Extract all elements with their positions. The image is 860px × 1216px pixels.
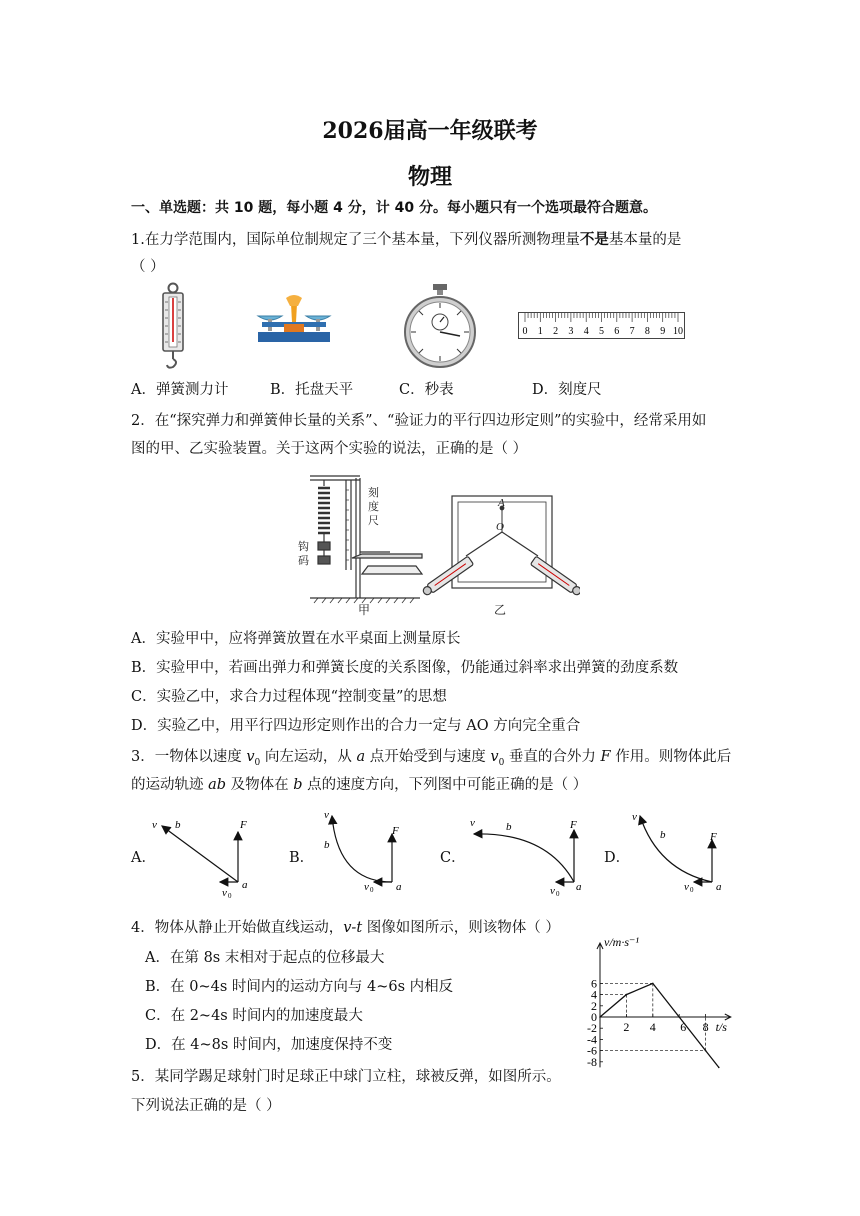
ruler-tick-label: 3 xyxy=(568,326,574,337)
label-v0: v xyxy=(222,887,227,898)
weight-label-1: 钩 xyxy=(298,541,309,553)
tray-balance-image xyxy=(254,294,334,348)
vt-x-tick-label: 8 xyxy=(702,1020,709,1034)
apparatus-yi xyxy=(421,496,580,597)
label-v: v xyxy=(152,819,157,831)
label-v0-sub: 0 xyxy=(228,892,232,898)
weight-label-2: 码 xyxy=(298,555,309,567)
q3-v0-sub: 0 xyxy=(254,757,261,768)
q4-option-c[interactable]: C．在 2~4s 时间内的加速度最大 xyxy=(145,1008,363,1024)
q3-text: 点的速度方向，下列图中可能正确的是（ ） xyxy=(302,777,588,793)
label-b: b xyxy=(660,829,666,841)
q4-stem xyxy=(131,916,560,937)
exam-title: 2026届高一年级联考 xyxy=(322,118,538,144)
ruler-tick-label: 4 xyxy=(583,326,589,337)
q3-figure-b xyxy=(318,804,418,896)
q3-text: 的运动轨迹 xyxy=(131,777,209,793)
ruler-tick-label: 1 xyxy=(537,326,543,337)
q1-option-a[interactable]: A．弹簧测力计 xyxy=(131,382,229,398)
vt-y-tick-label: -6 xyxy=(587,1043,597,1058)
q3-text: 垂直的合外力 xyxy=(504,749,601,765)
ruler-tick-label: 9 xyxy=(660,326,666,337)
label-a: a xyxy=(576,881,582,893)
label-f: F xyxy=(710,831,717,843)
q3-figure-c xyxy=(466,812,584,898)
label-jia: 甲 xyxy=(358,603,371,617)
ruler-tick-label: 7 xyxy=(629,326,635,337)
q2-option-d[interactable]: D．实验乙中，用平行四边形定则作出的合力一定与 AO 方向完全重合 xyxy=(131,718,581,734)
label-v0: v xyxy=(550,885,555,897)
label-v0-sub: 0 xyxy=(690,886,694,894)
ruler-tick-label: 0 xyxy=(522,326,528,337)
vt-data-point xyxy=(718,1067,720,1069)
label-v0-sub: 0 xyxy=(556,890,560,898)
label-b: b xyxy=(324,839,330,851)
ruler-tick-label: 6 xyxy=(614,326,620,337)
label-v0-sub: 0 xyxy=(370,886,374,894)
q2-apparatus-figure xyxy=(290,470,580,620)
q3-text: 3．一物体以速度 xyxy=(131,749,247,765)
vt-y-tick-label: 6 xyxy=(591,976,597,991)
point-o-label: O xyxy=(496,521,504,533)
q3-force-f: F xyxy=(600,749,611,765)
apparatus-jia xyxy=(310,476,422,603)
q1-stem-part: 1.在力学范围内，国际单位制规定了三个基本量，下列仪器所测物理量 xyxy=(131,232,580,248)
ruler-image xyxy=(518,312,686,340)
vt-data-point xyxy=(678,1016,680,1018)
q3-v0: v xyxy=(490,749,499,765)
q3-text: 点开始受到与速度 xyxy=(365,749,491,765)
label-a: a xyxy=(716,881,722,893)
vt-y-tick-label: -8 xyxy=(587,1054,597,1069)
ruler-tick-label: 2 xyxy=(553,326,559,337)
vt-data-point xyxy=(705,1050,707,1052)
section-heading: 一、单选题：共 10 题，每小题 4 分，计 40 分。每小题只有一个选项最符合题意。 xyxy=(131,200,657,216)
vt-y-tick-label: -2 xyxy=(587,1021,597,1036)
label-b: b xyxy=(175,819,181,831)
q5-stem-line2: 下列说法正确的是（ ） xyxy=(131,1098,281,1114)
ruler-tick-label: 5 xyxy=(599,326,604,337)
subject-title: 物理 xyxy=(407,164,452,190)
vt-xlabel: t/s xyxy=(715,1020,727,1034)
vt-y-tick-label: 4 xyxy=(591,987,597,1002)
label-v: v xyxy=(324,809,329,821)
label-f: F xyxy=(392,825,399,837)
q1-stem-part: 基本量的是 xyxy=(608,232,682,248)
ruler-tick-label: 10 xyxy=(673,326,683,337)
vt-y-tick-label: 0 xyxy=(591,1010,597,1024)
q3-point-b: b xyxy=(293,777,303,793)
label-v0: v xyxy=(684,881,689,893)
q2-option-a[interactable]: A．实验甲中，应将弹簧放置在水平桌面上测量原长 xyxy=(131,631,461,647)
q2-option-b[interactable]: B．实验甲中，若画出弹力和弹簧长度的关系图像，仍能通过斜率求出弹簧的劲度系数 xyxy=(131,660,679,676)
vt-ylabel: v/m·s⁻¹ xyxy=(604,935,639,949)
q3-option-a[interactable]: A． xyxy=(131,850,156,866)
q1-option-d[interactable]: D．刻度尺 xyxy=(532,382,602,398)
q2-stem-line1: 2．在“探究弹力和弹簧伸长量的关系”、“验证力的平行四边形定则”的实验中，经常采用如 xyxy=(131,413,707,429)
q3-text: 作用。则物体此后 xyxy=(610,749,732,765)
vt-data-point xyxy=(626,994,628,996)
q4-text: 4．物体从静止开始做直线运动， xyxy=(131,920,344,936)
q3-stem-line1 xyxy=(131,745,731,768)
q3-point-a: a xyxy=(356,749,366,765)
q5-stem-line1: 5．某同学踢足球射门时足球正中球门立柱，球被反弹，如图所示。 xyxy=(131,1069,561,1085)
ruler-label-3: 尺 xyxy=(368,515,379,527)
q4-option-b[interactable]: B．在 0~4s 时间内的运动方向与 4~6s 内相反 xyxy=(145,979,454,995)
q3-figure-a xyxy=(148,806,260,898)
stopwatch-image xyxy=(402,282,478,370)
q3-text: 向左运动，从 xyxy=(260,749,357,765)
label-f: F xyxy=(570,819,577,831)
vt-series-line xyxy=(600,983,719,1067)
q3-v0-sub: 0 xyxy=(498,757,505,768)
ruler-label-1: 刻 xyxy=(368,487,379,499)
vt-x-tick-label: 6 xyxy=(680,1020,687,1034)
q1-option-b[interactable]: B．托盘天平 xyxy=(270,382,354,398)
vt-x-tick-label: 2 xyxy=(623,1020,630,1034)
label-a: a xyxy=(396,881,402,893)
q3-text: 及物体在 xyxy=(226,777,294,793)
vt-data-point xyxy=(652,983,654,985)
ruler-label-2: 度 xyxy=(368,501,379,513)
q1-paren: （ ） xyxy=(131,259,165,275)
ruler-tick-label: 8 xyxy=(644,326,650,337)
q3-path-ab: ab xyxy=(208,777,227,793)
vt-y-tick-label: 2 xyxy=(591,998,597,1013)
q3-v0: v xyxy=(246,749,255,765)
label-f: F xyxy=(240,819,247,831)
q4-vt: v-t xyxy=(343,920,363,936)
vt-y-tick-label: -4 xyxy=(587,1032,597,1047)
q3-option-d[interactable]: D． xyxy=(604,850,631,866)
label-v: v xyxy=(470,817,475,829)
q3-option-c[interactable]: C． xyxy=(440,850,466,866)
q1-stem xyxy=(131,228,681,249)
q2-stem-line2: 图的甲、乙实验装置。关于这两个实验的说法，正确的是（ ） xyxy=(131,441,528,457)
label-a: a xyxy=(242,879,248,891)
q4-text: 图像如图所示，则该物体（ ） xyxy=(362,920,560,936)
q1-option-c[interactable]: C．秒表 xyxy=(399,382,454,398)
spring-scale-image xyxy=(158,282,188,370)
vt-data-point xyxy=(599,1016,601,1018)
q2-option-c[interactable]: C．实验乙中，求合力过程体现“控制变量”的思想 xyxy=(131,689,447,705)
label-b: b xyxy=(506,821,512,833)
vt-chart xyxy=(582,934,752,1084)
label-v: v xyxy=(632,811,637,823)
q3-figure-d xyxy=(628,808,728,898)
label-v0: v xyxy=(364,881,369,893)
q3-option-b[interactable]: B． xyxy=(289,850,315,866)
label-yi: 乙 xyxy=(494,603,507,617)
q3-stem-line2 xyxy=(131,773,587,794)
q1-stem-bold: 不是 xyxy=(579,231,609,248)
q4-option-d[interactable]: D．在 4~8s 时间内，加速度保持不变 xyxy=(145,1037,393,1053)
q4-option-a[interactable]: A．在第 8s 末相对于起点的位移最大 xyxy=(145,950,385,966)
point-a-label: A xyxy=(498,497,505,509)
vt-x-tick-label: 4 xyxy=(649,1020,656,1034)
